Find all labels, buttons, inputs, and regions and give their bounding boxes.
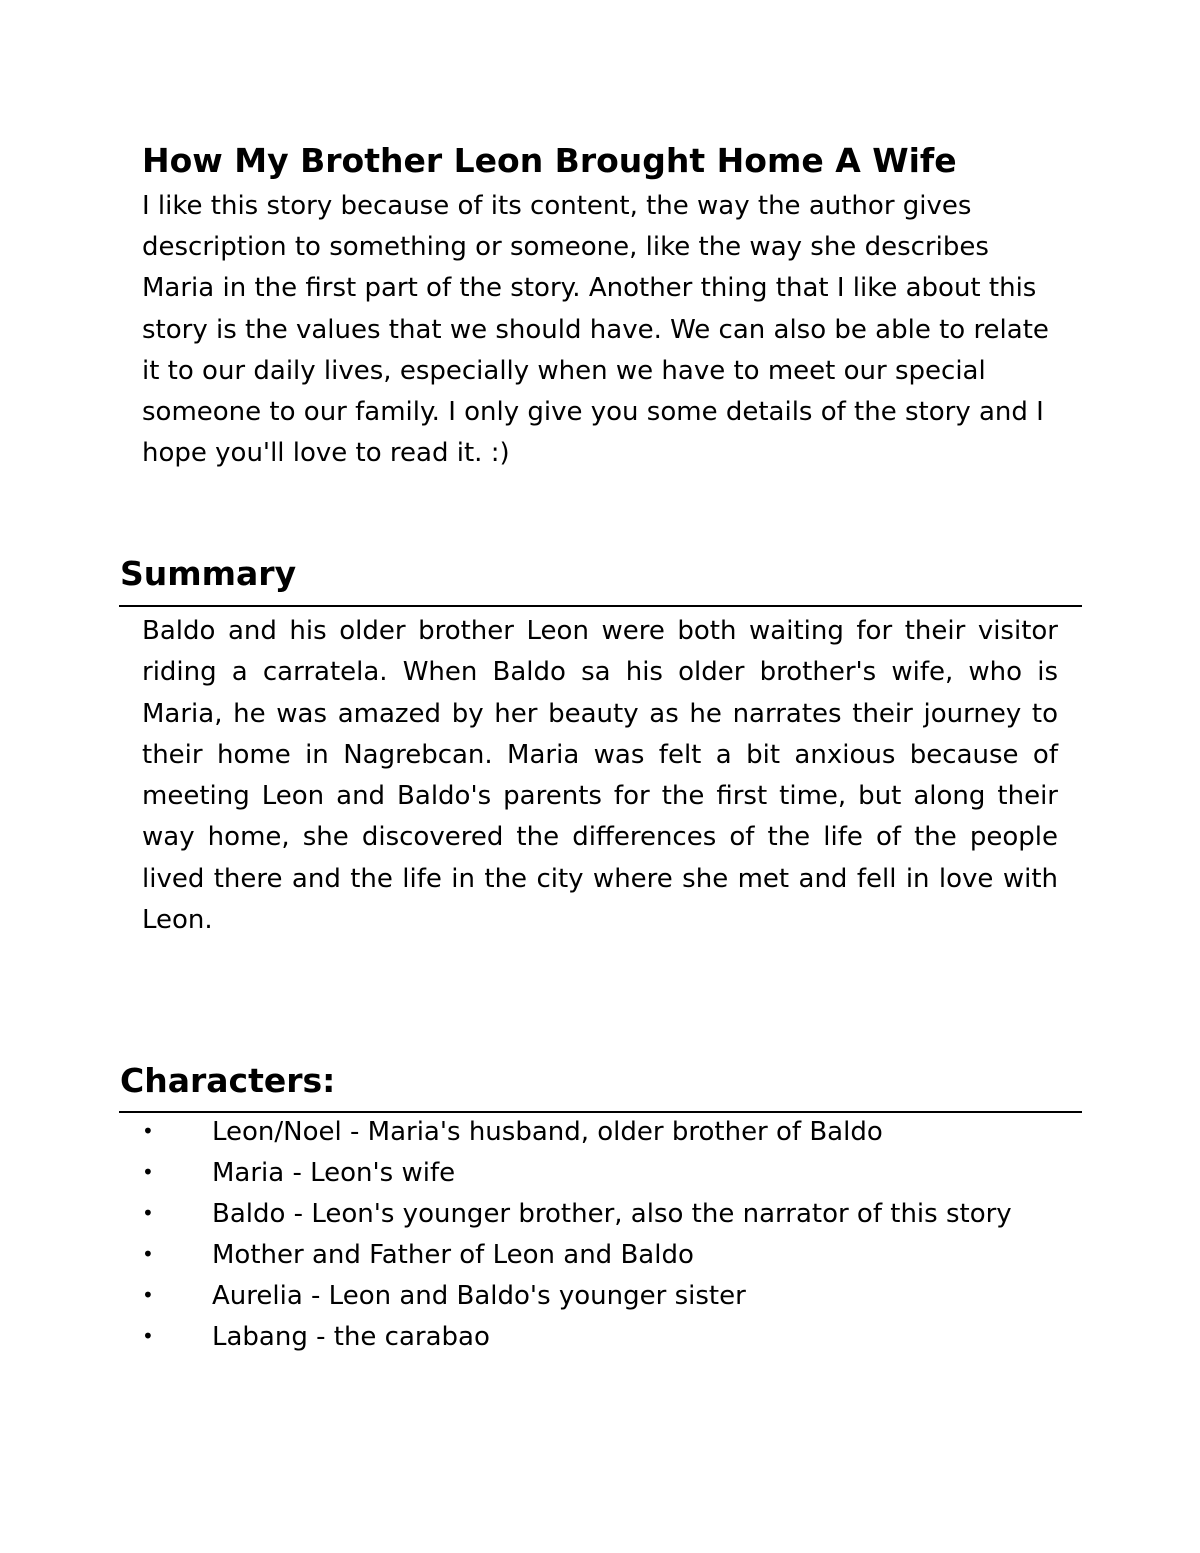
bullet-icon: •	[142, 1160, 154, 1184]
characters-divider	[119, 1111, 1082, 1113]
list-item	[142, 1319, 1062, 1354]
character-text: Baldo - Leon's younger brother, also the narrator of this story	[212, 1199, 1012, 1229]
bullet-icon: •	[142, 1324, 154, 1348]
summary-divider	[119, 605, 1082, 607]
character-text: Leon/Noel - Maria's husband, older brother of Baldo	[212, 1117, 883, 1147]
list-item	[142, 1196, 1062, 1231]
character-text: Labang - the carabao	[212, 1322, 490, 1352]
character-text: Aurelia - Leon and Baldo's younger sister	[212, 1281, 746, 1311]
bullet-icon: •	[142, 1283, 154, 1307]
character-text: Maria - Leon's wife	[212, 1158, 456, 1188]
list-item	[142, 1237, 1062, 1272]
characters-list	[142, 1114, 1062, 1360]
summary-heading: Summary	[120, 554, 297, 593]
characters-heading: Characters:	[120, 1061, 336, 1100]
intro-paragraph: I like this story because of its content, the way the author gives description to something or someone, like the way she describes Maria in the first part of the story. Another thing that I like about this story is the values that we should have. We can also be able to relate it to our daily lives, especially when we have to meet our special someone to our family. I only give you some details of the story and I hope you'll love to read it. :)	[142, 191, 1049, 469]
bullet-icon: •	[142, 1119, 154, 1143]
summary-paragraph: Baldo and his older brother Leon were both waiting for their visitor riding a carratela. When Baldo sa his older brother's wife, who is Maria, he was amazed by her beauty as he narrates their journey to their home in Nagrebcan. Maria was felt a bit anxious because of meeting Leon and Baldo's parents for the first time, but along their way home, she discovered the differences of the life of the people lived there and the life in the city where she met and fell in love with Leon.	[142, 616, 1058, 936]
bullet-icon: •	[142, 1201, 154, 1225]
list-item	[142, 1114, 1062, 1149]
list-item	[142, 1278, 1062, 1313]
document-title: How My Brother Leon Brought Home A Wife	[142, 141, 957, 180]
bullet-icon: •	[142, 1242, 154, 1266]
character-text: Mother and Father of Leon and Baldo	[212, 1240, 694, 1270]
list-item	[142, 1155, 1062, 1190]
